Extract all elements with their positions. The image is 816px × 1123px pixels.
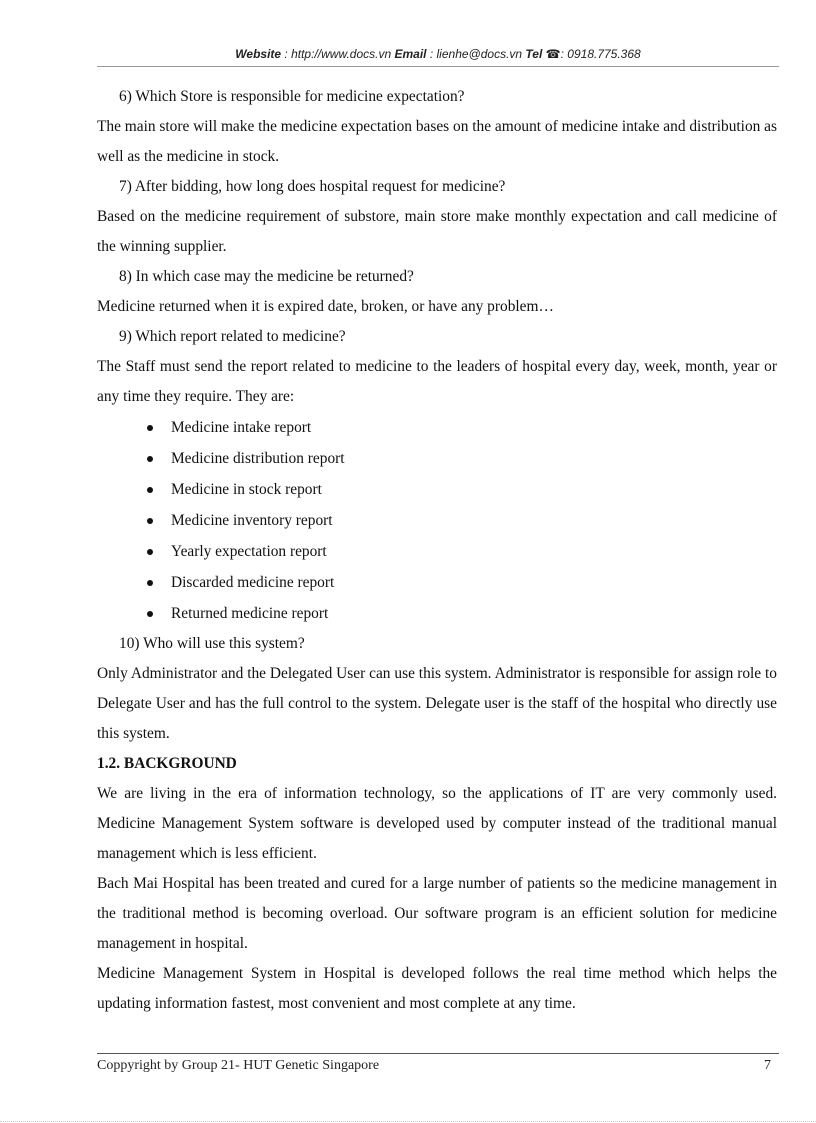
list-item: Medicine in stock report <box>97 474 777 505</box>
email-label: Email <box>394 47 427 61</box>
website-label: Website <box>235 47 282 61</box>
page-footer <box>97 1058 771 1074</box>
list-item: Returned medicine report <box>97 598 777 629</box>
footer-rule <box>97 1053 779 1054</box>
bullet-icon <box>147 611 153 617</box>
answer-7: Based on the medicine requirement of substore, main store make monthly expectation and call medicine of the winning supplier. <box>97 208 777 255</box>
list-item: Discarded medicine report <box>97 567 777 598</box>
page-edge <box>0 1121 816 1122</box>
question-9: 9) Which report related to medicine? <box>119 328 346 345</box>
question-8: 8) In which case may the medicine be returned? <box>119 268 414 285</box>
email-address: : lienhe@docs.vn <box>429 47 523 61</box>
phone-icon: ☎ <box>545 47 561 61</box>
document-body <box>97 82 777 1019</box>
report-list <box>97 412 777 629</box>
tel-number: : 0918.775.368 <box>560 47 641 61</box>
answer-10: Only Administrator and the Delegated User can use this system. Administrator is responsible for assign role to Delegate User and has the full control to the system. Delegate user is the staff of the hospital who directly use this system. <box>97 665 777 742</box>
answer-6: The main store will make the medicine expectation bases on the amount of medicine intake and distribution as well as the medicine in stock. <box>97 118 777 165</box>
page-header <box>97 47 779 61</box>
bullet-icon <box>147 487 153 493</box>
bullet-icon <box>147 580 153 586</box>
question-7: 7) After bidding, how long does hospital request for medicine? <box>119 178 506 195</box>
background-paragraph-3: Medicine Management System in Hospital is developed follows the real time method which helps the updating information fastest, most convenient and most complete at any time. <box>97 965 777 1012</box>
background-paragraph-1: We are living in the era of information technology, so the applications of IT are very commonly used. Medicine Management System software is developed used by computer instead of the traditional manual management which is less efficient. <box>97 785 777 862</box>
question-10: 10) Who will use this system? <box>119 635 305 652</box>
list-item: Medicine intake report <box>97 412 777 443</box>
list-item: Medicine inventory report <box>97 505 777 536</box>
list-item: Medicine distribution report <box>97 443 777 474</box>
section-heading-background: 1.2. BACKGROUND <box>97 755 237 772</box>
list-item: Yearly expectation report <box>97 536 777 567</box>
page-number: 7 <box>764 1058 771 1073</box>
tel-label: Tel <box>525 47 543 61</box>
answer-8: Medicine returned when it is expired date, broken, or have any problem… <box>97 298 554 315</box>
copyright-text: Coppyright by Group 21- HUT Genetic Singapore <box>97 1058 380 1073</box>
bullet-icon <box>147 549 153 555</box>
bullet-icon <box>147 425 153 431</box>
header-rule <box>97 66 779 67</box>
website-url: : http://www.docs.vn <box>284 47 392 61</box>
background-paragraph-2: Bach Mai Hospital has been treated and cured for a large number of patients so the medicine management in the traditional method is becoming overload. Our software program is an efficient solution for medicine management in hospital. <box>97 875 777 952</box>
answer-9: The Staff must send the report related to medicine to the leaders of hospital every day, week, month, year or any time they require. They are: <box>97 358 777 405</box>
bullet-icon <box>147 518 153 524</box>
question-6: 6) Which Store is responsible for medicine expectation? <box>119 88 465 105</box>
bullet-icon <box>147 456 153 462</box>
